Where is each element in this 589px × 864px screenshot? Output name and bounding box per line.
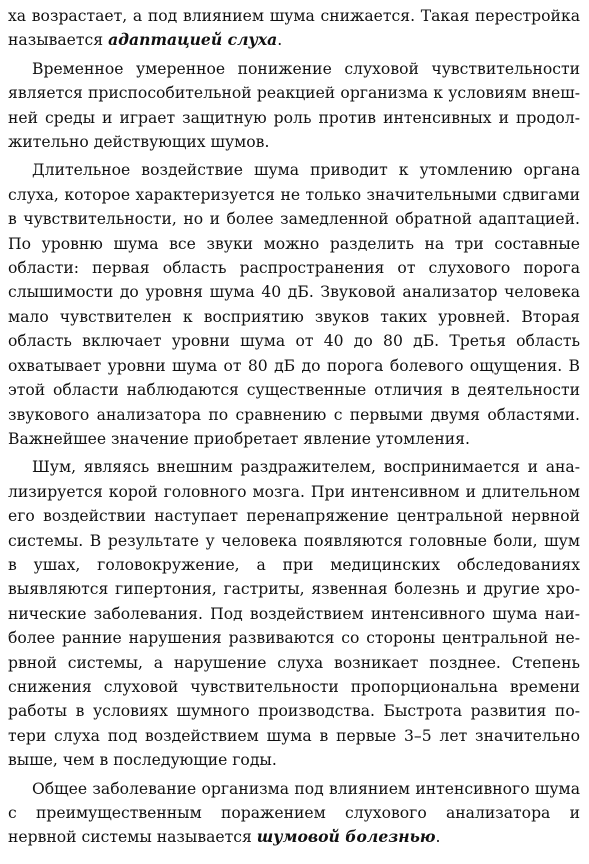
text-run: Временное умеренное понижение слуховой чувствительности является приспособительной реакцией организма к условиям внешней среды и играет защитную роль против интенсивных и продолжительно действующих шумов. [8,59,580,152]
text-run: Шум, являясь внешним раздражителем, воспринимается и анализируется корой головного мозга. При интенсивном и длительном его воздействии наступает перенапряжение центральной нервной системы. В результате у человека появляются головные боли, шум в ушах, головокружение, а при медицинских обследованиях выявляются гипертония, гастриты, язвенная болезнь и другие хронические заболевания. Под воздействием интенсивного шума наиболее ранние нарушения развиваются со стороны центральной нервной системы, а нарушение слуха возникает позднее. Степень снижения слуховой чувствительности пропорциональна времени работы в условиях шумного производства. Быстрота развития потери слуха под воздействием шума в первые 3–5 лет значительно выше, чем в последующие годы. [8,458,580,770]
paragraph-fatigue [8,158,580,451]
term-adaptation: адаптацией слуха [108,30,278,50]
paragraph-temporary-decrease [8,57,580,155]
text-run: Длительное воздействие шума приводит к утомлению органа слуха, которое характеризуется не только значительными сдвигами в чувствительности, но и более замедленной обратной адаптацией. По уровню шума все звуки можно разделить на три составные области: первая область распространения от слухового порога слышимости до уровня шума 40 дБ. Звуковой анализатор человека мало чувствителен к восприятию звуков таких уровней. Вторая область включает уровни шума от 40 до 80 дБ. Третья область охватывает уровни шума от 80 дБ до порога болевого ощущения. В этой области наблюдаются существенные отличия в деятельности звукового анализатора по сравнению с первыми двумя областями. Важнейшее значение приобретает явление утомления. [8,161,580,448]
text-run: . [277,31,283,50]
text-run: ха возрастает, а под влиянием шума снижается. Такая перестройка называется [8,7,580,50]
text-run: Общее заболевание организма под влиянием интенсивного шума с преимущественным поражением слухового анализатора и нервной системы называется [8,779,580,847]
paragraph-noise-disease [8,777,580,850]
term-noise-disease: шумовой болезнью [256,827,436,847]
text-run: . [435,828,441,847]
paragraph-nervous-system [8,455,580,772]
paragraph-adaptation [8,4,580,53]
